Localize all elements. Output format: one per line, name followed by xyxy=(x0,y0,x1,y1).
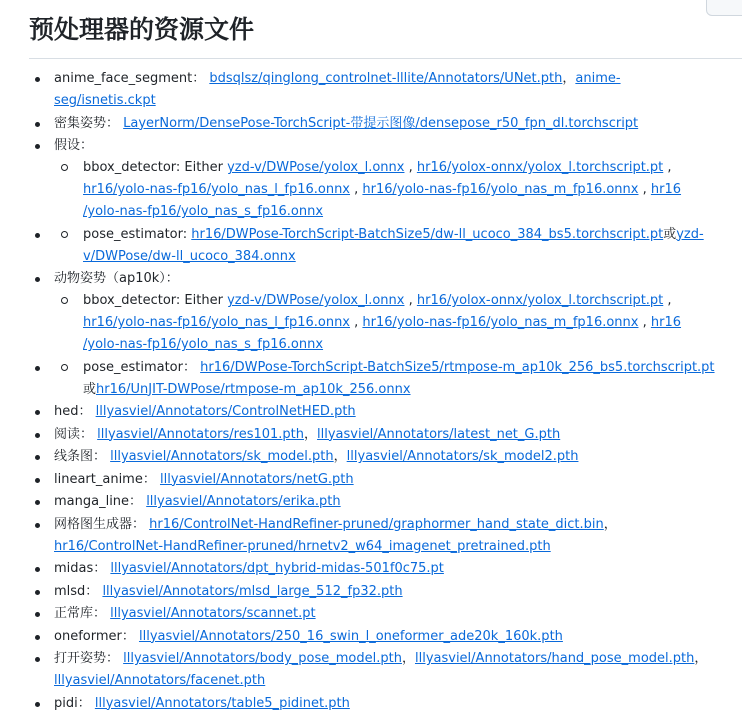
resource-link[interactable]: hr16/yolo-nas-fp16/yolo_nas_l_fp16.onnx xyxy=(83,182,351,197)
resource-link[interactable]: yzd-v/DWPose/yolox_l.onnx xyxy=(227,160,405,175)
resource-link[interactable]: hr16/yolo-nas-fp16/yolo_nas_l_fp16.onnx xyxy=(83,315,351,330)
resource-list xyxy=(29,68,719,715)
sub-list xyxy=(54,224,719,268)
item-lineart-anime xyxy=(29,469,719,491)
subitem-animal-bbox-detector xyxy=(54,290,719,356)
resource-link[interactable]: lllyasviel/Annotators/latest_net_G.pth xyxy=(317,426,561,442)
resource-link[interactable]: anime-seg/isnetis.ckpt xyxy=(54,71,621,108)
item-label: pose_estimator: xyxy=(83,226,192,242)
item-label: 密集姿势： xyxy=(54,115,124,131)
sub-list xyxy=(54,290,719,356)
item-mlsd xyxy=(29,581,719,603)
item-densepose xyxy=(29,113,719,135)
item-label: 线条图： xyxy=(54,449,111,464)
item-label: mlsd： xyxy=(54,583,103,599)
resource-link[interactable]: lllyasviel/Annotators/erika.pth xyxy=(146,494,341,509)
resource-link[interactable]: hr16/yolox-onnx/yolox_l.torchscript.pt xyxy=(416,293,664,308)
item-animal-pose-estimator xyxy=(29,357,719,401)
resource-link[interactable]: LayerNorm/DensePose-TorchScript-带提示图像/densepose_r50_fpn_dl.torchscript xyxy=(123,115,639,131)
item-label: 或 xyxy=(83,381,97,397)
item-openpose xyxy=(29,648,719,692)
corner-widget[interactable] xyxy=(706,0,742,16)
resource-link[interactable]: hr16/yolo-nas-fp16/yolo_nas_m_fp16.onnx xyxy=(362,182,639,197)
item-label: pose_estimator： xyxy=(83,359,201,375)
item-label: , xyxy=(663,160,672,175)
item-hed xyxy=(29,401,719,423)
subitem-animal-pose-estimator xyxy=(54,357,719,401)
heading-divider xyxy=(29,58,742,59)
item-label: pidi： xyxy=(54,695,95,711)
item-label: 假设： xyxy=(54,138,94,153)
item-label: ， xyxy=(562,71,576,86)
item-oneformer xyxy=(29,626,719,648)
item-pose-estimator xyxy=(29,224,719,268)
resource-link[interactable]: lllyasviel/Annotators/250_16_swin_l_oneformer_ade20k_160k.pth xyxy=(138,628,563,644)
item-lineart xyxy=(29,446,719,468)
item-normal-base xyxy=(29,603,719,625)
item-pidi xyxy=(29,693,719,715)
item-label: ， xyxy=(304,426,318,442)
item-label: 正常库： xyxy=(54,606,111,621)
item-pose xyxy=(29,135,719,223)
item-label: ， xyxy=(401,651,415,666)
item-label: 或 xyxy=(663,226,677,242)
sub-list xyxy=(54,157,719,223)
sub-list xyxy=(54,357,719,401)
item-label: , xyxy=(350,182,363,197)
resource-link[interactable]: yzd-v/DWPose/dw-ll_ucoco_384.onnx xyxy=(83,226,704,264)
item-label: , xyxy=(350,315,363,330)
item-label: , xyxy=(638,315,651,330)
resource-link[interactable]: yzd-v/DWPose/yolox_l.onnx xyxy=(227,293,405,308)
item-label: ， xyxy=(333,449,347,464)
item-label: hed： xyxy=(54,404,96,419)
item-reading xyxy=(29,424,719,446)
resource-link[interactable]: lllyasviel/Annotators/hand_pose_model.pth xyxy=(414,651,695,666)
item-label: oneformer： xyxy=(54,628,139,644)
subitem-bbox-detector xyxy=(54,157,719,223)
item-label: 阅读： xyxy=(54,426,98,442)
resource-link[interactable]: lllyasviel/Annotators/sk_model2.pth xyxy=(346,449,579,464)
resource-link[interactable]: hr16/DWPose-TorchScript-BatchSize5/rtmpose-m_ap10k_256_bs5.torchscript.pt xyxy=(200,359,715,375)
resource-link[interactable]: lllyasviel/Annotators/netG.pth xyxy=(159,471,354,487)
resource-link[interactable]: hr16/ControlNet-HandRefiner-pruned/hrnetv2_w64_imagenet_pretrained.pth xyxy=(54,538,551,554)
item-anime-face-segment xyxy=(29,68,719,112)
item-mesh-graphormer xyxy=(29,514,719,558)
item-label: manga_line： xyxy=(54,494,147,509)
page-title: 预处理器的资源文件 xyxy=(29,15,255,44)
item-label: lineart_anime： xyxy=(54,471,160,487)
item-label: , xyxy=(638,182,651,197)
resource-link[interactable]: lllyasviel/Annotators/dpt_hybrid-midas-501f0c75.pt xyxy=(110,561,444,576)
item-label: 动物姿势（ap10k）： xyxy=(54,271,179,286)
item-midas xyxy=(29,558,719,580)
item-label: , xyxy=(663,293,672,308)
item-label: midas： xyxy=(54,561,111,576)
resource-link[interactable]: bdsqlsz/qinglong_controlnet-lllite/Annotators/UNet.pth xyxy=(209,71,563,86)
resource-link[interactable]: lllyasviel/Annotators/sk_model.pth xyxy=(110,449,334,464)
item-label: ， xyxy=(603,516,617,532)
item-animal-pose xyxy=(29,268,719,356)
item-label: , xyxy=(404,160,417,175)
item-manga-line xyxy=(29,491,719,513)
item-label: anime_face_segment： xyxy=(54,71,210,86)
resource-link[interactable]: hr16 /yolo-nas-fp16/yolo_nas_s_fp16.onnx xyxy=(83,182,682,219)
item-label: , xyxy=(404,293,417,308)
resource-link[interactable]: lllyasviel/Annotators/mlsd_large_512_fp32.pth xyxy=(102,583,403,599)
resource-link[interactable]: lllyasviel/Annotators/scannet.pt xyxy=(110,606,316,621)
resource-link[interactable]: lllyasviel/Annotators/ControlNetHED.pth xyxy=(95,404,356,419)
resource-link[interactable]: lllyasviel/Annotators/res101.pth xyxy=(97,426,305,442)
resource-link[interactable]: hr16/yolox-onnx/yolox_l.torchscript.pt xyxy=(416,160,664,175)
resource-link[interactable]: hr16/DWPose-TorchScript-BatchSize5/dw-ll_ucoco_384_bs5.torchscript.pt xyxy=(191,226,664,242)
item-label: 网格图生成器： xyxy=(54,516,150,532)
resource-link[interactable]: lllyasviel/Annotators/body_pose_model.pth xyxy=(123,651,402,666)
item-label: bbox_detector: Either xyxy=(83,293,228,308)
item-label: ， xyxy=(694,651,708,666)
item-label: bbox_detector: Either xyxy=(83,160,228,175)
resource-link[interactable]: hr16/UnJIT-DWPose/rtmpose-m_ap10k_256.onnx xyxy=(96,381,411,397)
resource-link[interactable]: hr16/yolo-nas-fp16/yolo_nas_m_fp16.onnx xyxy=(362,315,639,330)
resource-link[interactable]: hr16 /yolo-nas-fp16/yolo_nas_s_fp16.onnx xyxy=(83,315,682,352)
resource-link[interactable]: hr16/ControlNet-HandRefiner-pruned/graphormer_hand_state_dict.bin xyxy=(149,516,604,532)
subitem-pose-estimator xyxy=(54,224,719,268)
resource-link[interactable]: lllyasviel/Annotators/facenet.pth xyxy=(54,673,266,688)
resource-link[interactable]: lllyasviel/Annotators/table5_pidinet.pth xyxy=(94,695,350,711)
item-label: 打开姿势： xyxy=(54,651,124,666)
